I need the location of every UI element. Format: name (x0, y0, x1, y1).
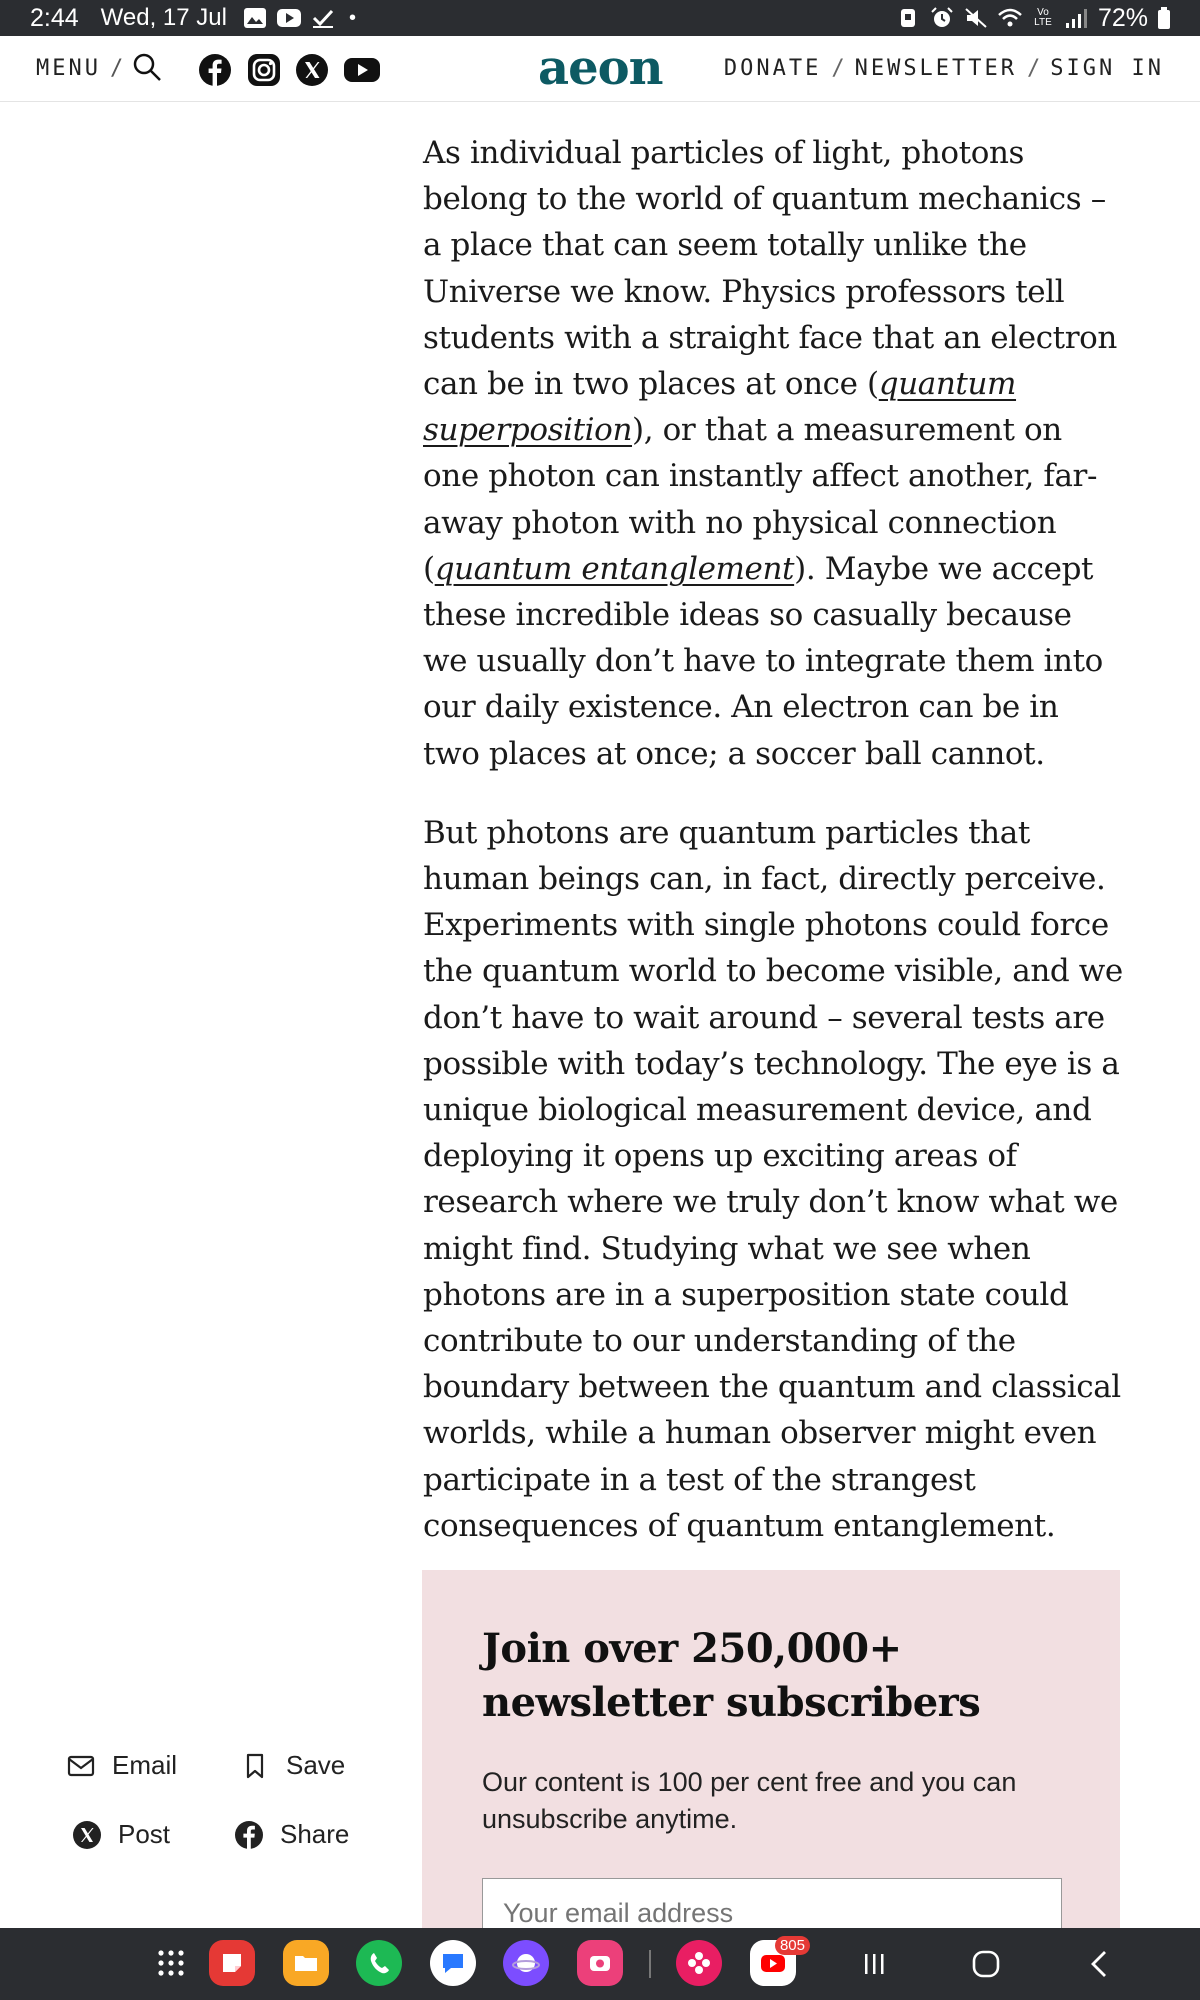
email-share-button[interactable] (66, 1750, 177, 1781)
facebook-icon[interactable] (198, 53, 232, 87)
paragraph-text: As individual particles of light, photons belong to the world of quantum mechanics – a place that can seem totally unlike the Universe we know. Physics professors tell students with a straight face that an electron can be in two places at once ( (423, 135, 1117, 403)
mute-icon (964, 7, 988, 29)
alarm-icon (930, 7, 954, 29)
facebook-share-button[interactable] (234, 1819, 349, 1850)
facebook-share-label: Share (280, 1819, 350, 1849)
aeon-logo[interactable]: aeon (538, 40, 663, 96)
gallery-notification-icon (243, 7, 267, 29)
planet-icon (512, 1949, 540, 1977)
link-separator: / (1027, 56, 1041, 81)
back-icon[interactable] (1082, 1946, 1118, 1982)
save-label: Save (286, 1750, 346, 1780)
newsletter-signup-card (422, 1570, 1120, 1930)
status-time: 2:44 (30, 3, 79, 32)
facebook-share-icon (234, 1820, 264, 1850)
newsletter-description: Our content is 100 per cent free and you can unsubscribe anytime. (482, 1767, 1017, 1834)
sign-in-link[interactable]: SIGN IN (1050, 56, 1164, 81)
search-icon[interactable] (132, 52, 162, 82)
dock-separator (649, 1950, 651, 1978)
quantum-superposition-link[interactable]: quantum superposition (423, 366, 1017, 449)
wifi-icon (998, 7, 1022, 29)
camera-app-icon[interactable] (577, 1940, 623, 1986)
recent-apps-icon[interactable] (856, 1946, 892, 1982)
youtube-icon[interactable] (343, 53, 381, 87)
flower-icon (685, 1949, 713, 1977)
article-paragraph (423, 130, 1123, 777)
instagram-icon[interactable] (247, 53, 281, 87)
browser-app-icon[interactable] (503, 1940, 549, 1986)
battery-percent: 72% (1097, 3, 1148, 32)
home-icon[interactable] (968, 1946, 1004, 1982)
email-icon (66, 1751, 96, 1781)
bookmark-icon (240, 1751, 270, 1781)
article-body (423, 130, 1123, 1582)
camera-icon (586, 1949, 614, 1977)
system-nav-bar (0, 1928, 1200, 2000)
blossom-app-icon[interactable] (676, 1940, 722, 1986)
status-date: Wed, 17 Jul (100, 4, 227, 31)
notes-app-icon[interactable] (209, 1940, 255, 1986)
notes-glyph-icon (218, 1949, 246, 1977)
newsletter-link[interactable]: NEWSLETTER (854, 56, 1018, 81)
nfc-icon (896, 7, 920, 29)
email-share-label: Email (112, 1750, 178, 1780)
lte-icon: Vo LTE (1034, 7, 1052, 28)
article-paragraph: But photons are quantum particles that human beings can, in fact, directly perceive. Experiments with single photons could force the quantum world to become visible, and we don’t have to wait around – several tests are possible with today’s technology. The eye is a unique biological measurement device, and deploying it opens up exciting areas of research where we truly don’t know what we might find. Studying what we see when photons are in a superposition state could contribute to our understanding of the boundary between the quantum and classical worlds, while a human observer might even participate in a test of the strangest consequences of quantum entanglement. (423, 814, 1123, 1544)
save-button[interactable] (240, 1750, 345, 1781)
signal-icon (1064, 7, 1088, 29)
youtube-notification-icon (277, 7, 301, 29)
more-notifications-dot: • (348, 6, 356, 29)
battery-icon (1158, 7, 1170, 29)
status-left (30, 4, 356, 33)
paragraph-text: ), or that a measurement on one photon can instantly affect another, far-away photon with no physical connection ( (423, 412, 1098, 587)
files-app-icon[interactable] (283, 1940, 329, 1986)
donate-link[interactable]: DONATE (723, 56, 822, 81)
newsletter-title: Join over 250,000+ newsletter subscribers (482, 1625, 981, 1726)
youtube-app-icon[interactable] (750, 1937, 805, 1986)
x-share-icon (72, 1820, 102, 1850)
app-drawer-icon[interactable] (148, 1940, 194, 1986)
chat-bubble-icon (439, 1949, 467, 1977)
site-header (0, 36, 1200, 102)
paragraph-text: ). Maybe we accept these incredible ideas so casually because we usually don’t have to integrate them into our daily existence. An electron can be in two places at once; a soccer ball cannot. (423, 550, 1103, 772)
menu-separator: / (110, 56, 124, 81)
status-right (896, 4, 1170, 33)
post-share-button[interactable] (72, 1819, 170, 1850)
header-links (724, 56, 1164, 81)
x-icon[interactable] (295, 53, 329, 87)
notification-count-badge: 805 (775, 1936, 810, 1955)
post-share-label: Post (118, 1819, 171, 1849)
network-label: LTE (1034, 17, 1052, 28)
menu-button[interactable]: MENU (36, 56, 101, 81)
messages-app-icon[interactable] (430, 1940, 476, 1986)
phone-icon (365, 1949, 393, 1977)
link-separator: / (831, 56, 845, 81)
folder-icon (292, 1949, 320, 1977)
status-bar (0, 0, 1200, 36)
phone-app-icon[interactable] (356, 1940, 402, 1986)
quantum-entanglement-link[interactable]: quantum entanglement (434, 550, 795, 587)
task-check-icon (311, 7, 335, 29)
